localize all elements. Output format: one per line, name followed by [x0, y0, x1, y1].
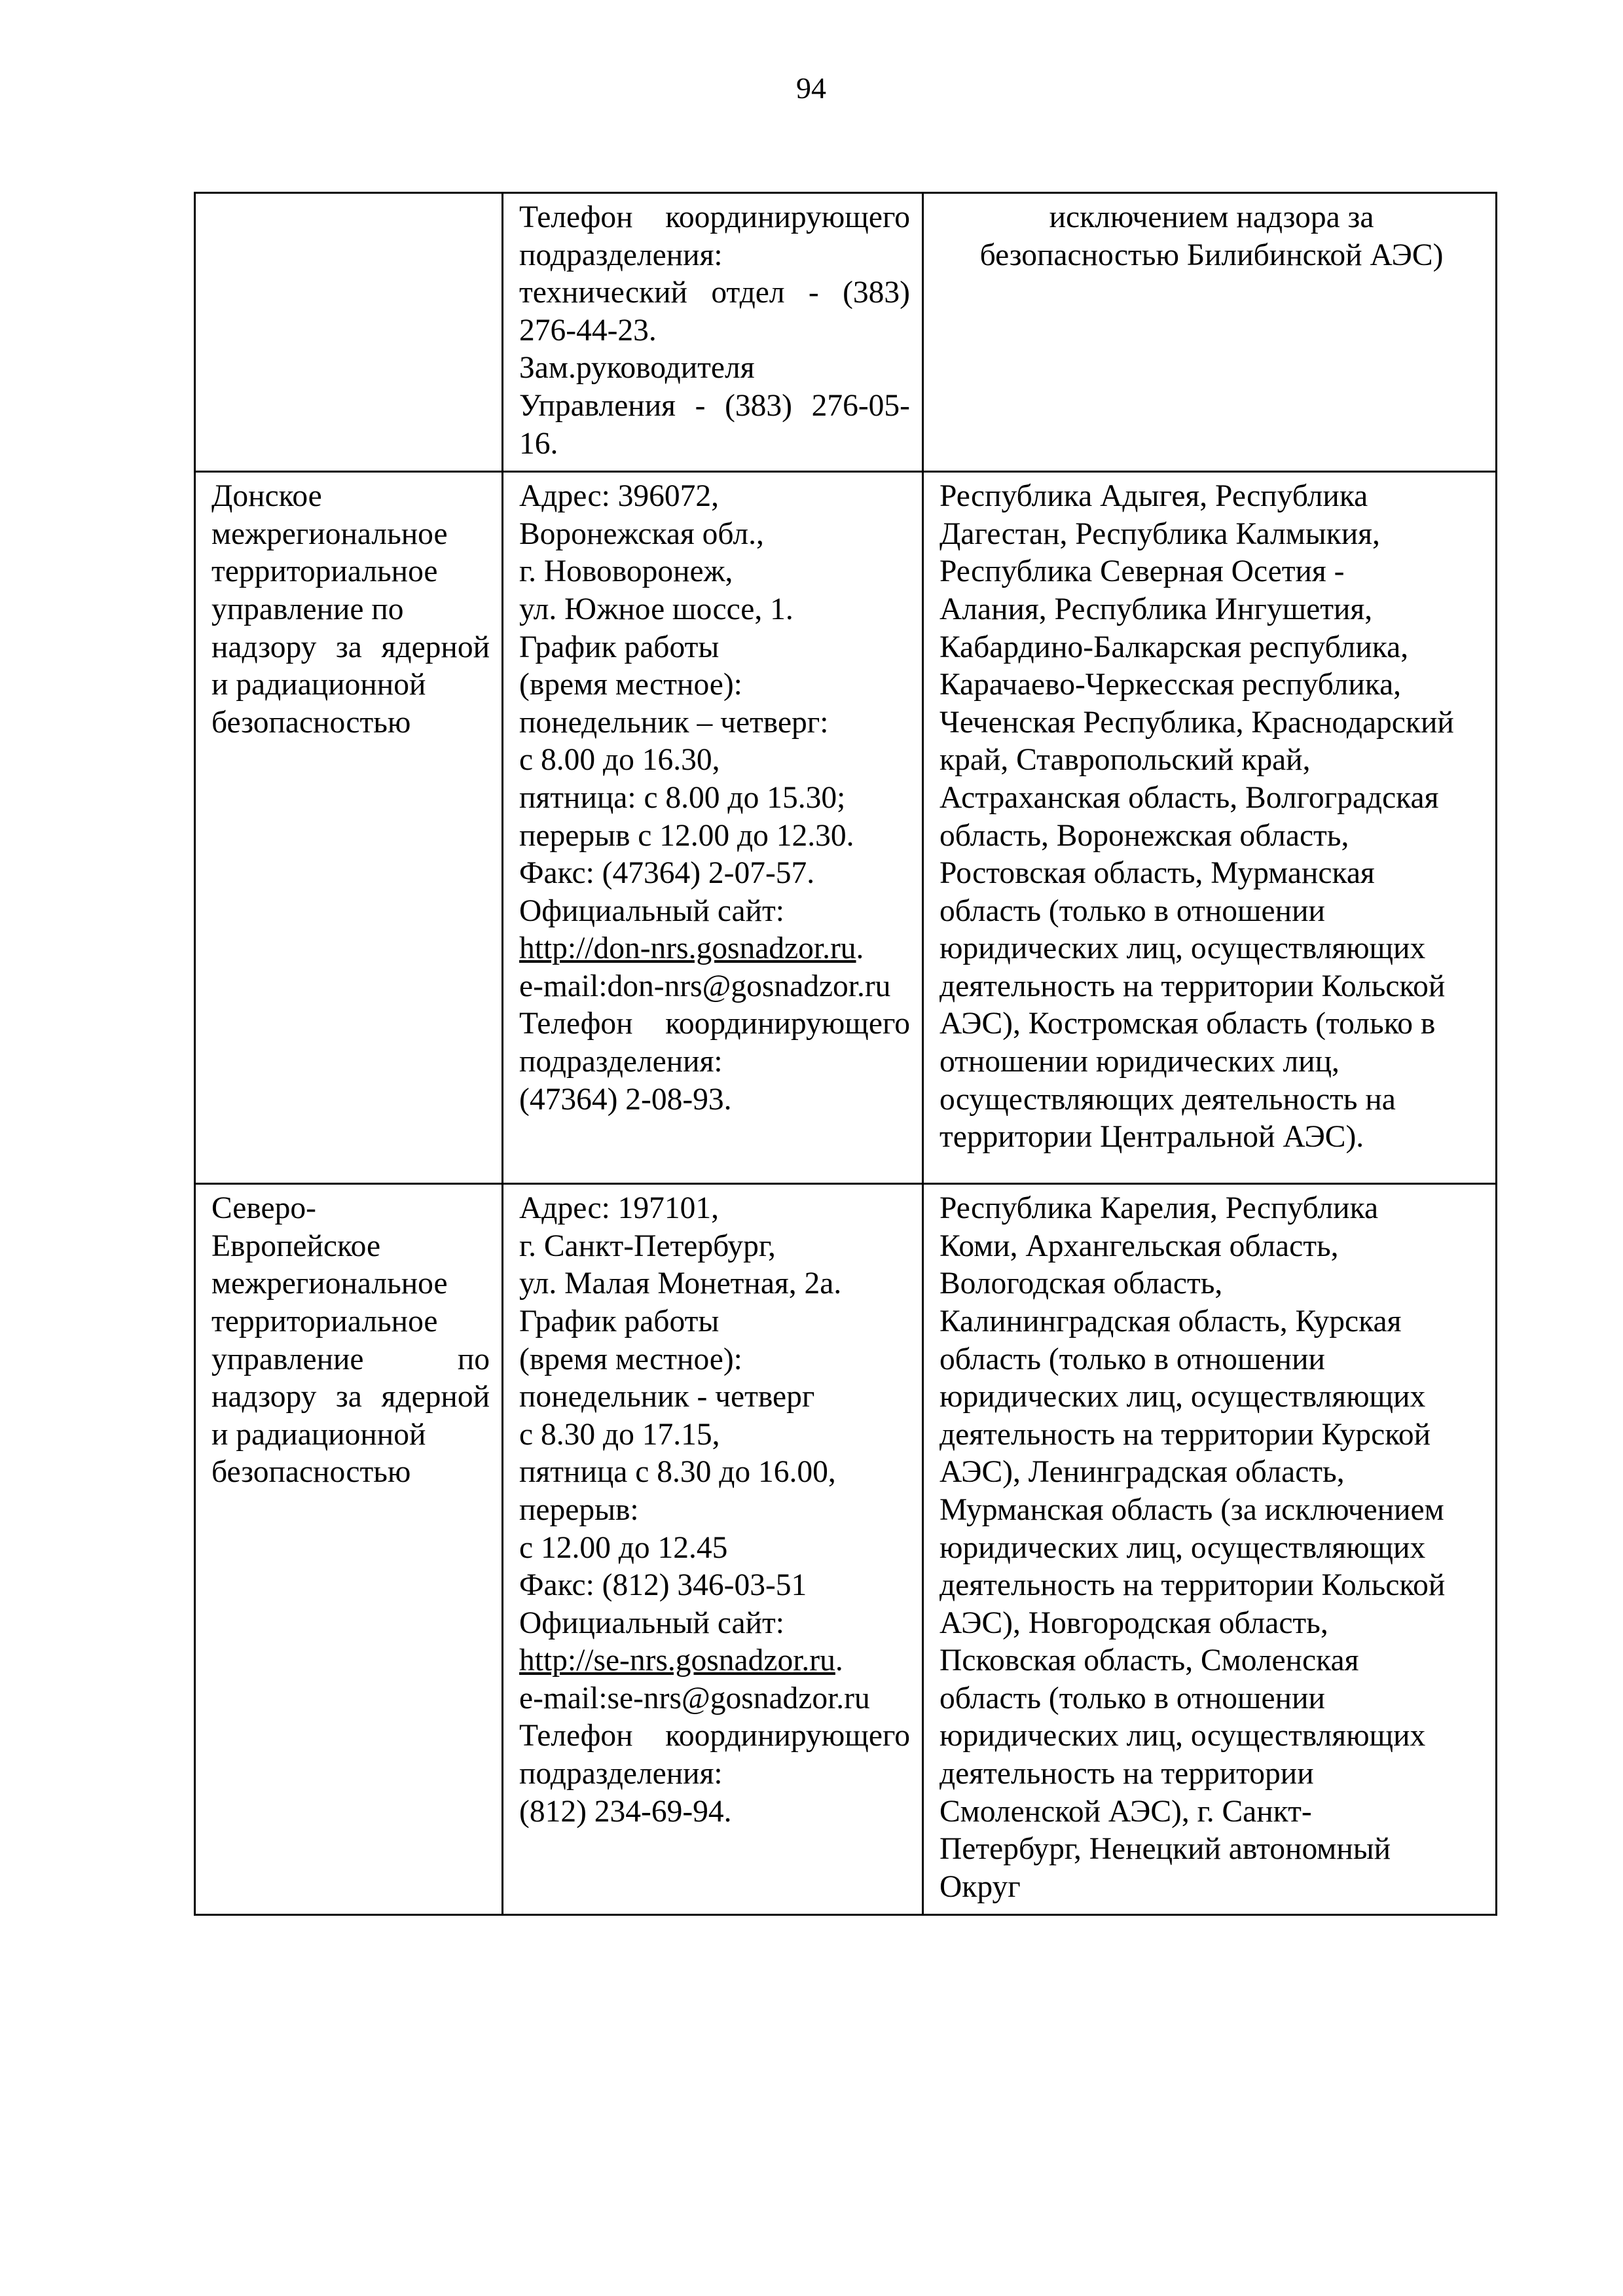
territory-line: деятельность на территории Кольской [939, 1568, 1446, 1603]
page-number: 94 [796, 71, 826, 105]
contacts-cell [503, 193, 923, 472]
territory-line: Округ [939, 1869, 1021, 1904]
territory-line: деятельность на территории Кольской [939, 969, 1446, 1003]
authority-name-line: Европейское [211, 1229, 381, 1263]
territory-line: Смоленской АЭС), г. Санкт- [939, 1794, 1312, 1829]
website-line [519, 1642, 910, 1680]
contact-line: Телефон координирующего [519, 200, 910, 234]
territory-line: область, Воронежская область, [939, 818, 1349, 853]
territory-line: Кабардино-Балкарская республика, [939, 630, 1409, 664]
contact-line: График работы [519, 630, 720, 664]
contact-line: г. Нововоронеж, [519, 554, 733, 589]
territory-line: Калининградская область, Курская [939, 1304, 1402, 1338]
contact-line: Адрес: 197101, [519, 1191, 720, 1226]
territory-line: осуществляющих деятельность на [939, 1082, 1396, 1117]
territory-line: юридических лиц, осуществляющих [939, 1719, 1426, 1753]
contact-line: с 8.00 до 16.30, [519, 743, 720, 778]
territory-line: Мурманская область (за исключением [939, 1492, 1444, 1527]
territory-cell [923, 1184, 1497, 1915]
authority-name-line: Северо- [211, 1191, 316, 1226]
territory-line: АЭС), Новгородская область, [939, 1605, 1328, 1640]
contact-line: ул. Южное шоссе, 1. [519, 592, 793, 626]
contact-line: Телефон координирующего [519, 1007, 910, 1041]
contact-line: (47364) 2-08-93. [519, 1082, 732, 1117]
territory-line: край, Ставропольский край, [939, 743, 1311, 778]
authority-name-line: межрегиональное [211, 516, 448, 551]
territory-line: область (только в отношении [939, 1681, 1325, 1715]
territory-line: исключением надзора за [1049, 200, 1374, 234]
territory-line: Республика Северная Осетия - [939, 554, 1345, 589]
contact-line: 16. [519, 426, 558, 461]
authority-name-cell [195, 472, 503, 1184]
contact-line: с 8.30 до 17.15, [519, 1417, 720, 1452]
authority-name-line: территориальное [211, 1304, 438, 1338]
authority-name-line: безопасностью [211, 1455, 411, 1490]
territory-line: Псковская область, Смоленская [939, 1643, 1359, 1678]
contacts-cell [503, 1184, 923, 1915]
table-body [195, 193, 1497, 1915]
authority-name-line: надзору за ядерной [211, 1380, 490, 1414]
contact-line: Зам.руководителя [519, 351, 755, 386]
contact-line: ул. Малая Монетная, 2а. [519, 1266, 842, 1301]
contact-line: перерыв с 12.00 до 12.30. [519, 818, 854, 853]
authority-name-line: и радиационной [211, 668, 426, 702]
territory-line: территории Центральной АЭС). [939, 1120, 1364, 1155]
authority-name-line: управление по [211, 592, 404, 626]
territory-line: АЭС), Костромская область (только в [939, 1007, 1436, 1041]
contact-line: понедельник – четверг: [519, 705, 829, 740]
contact-line: Воронежская обл., [519, 516, 764, 551]
authority-name-line: территориальное [211, 554, 438, 589]
authority-name-line: межрегиональное [211, 1266, 448, 1301]
authority-name-cell [195, 193, 503, 472]
territory-line: деятельность на территории Курской [939, 1417, 1431, 1452]
table-row [195, 472, 1497, 1184]
contact-line: Управления - (383) 276-05- [519, 388, 910, 423]
territory-line: Республика Карелия, Республика [939, 1191, 1379, 1226]
territory-line: Ростовская область, Мурманская [939, 856, 1375, 891]
authority-name-line: Донское [211, 479, 322, 514]
territory-line: Дагестан, Республика Калмыкия, [939, 516, 1380, 551]
website-line [519, 930, 910, 968]
territory-cell [923, 193, 1497, 472]
territory-cell [923, 472, 1497, 1184]
contact-line: пятница с 8.30 до 16.00, [519, 1455, 836, 1490]
contact-line: График работы [519, 1304, 720, 1338]
contact-line: Телефон координирующего [519, 1719, 910, 1753]
contact-line: понедельник - четверг [519, 1380, 815, 1414]
territory-line: юридических лиц, осуществляющих [939, 931, 1426, 966]
contact-line: e-mail:don-nrs@gosnadzor.ru [519, 969, 891, 1003]
contact-line: подразделения: [519, 238, 723, 272]
territory-line: безопасностью Билибинской АЭС) [979, 238, 1444, 272]
territory-line: Республика Адыгея, Республика [939, 479, 1368, 514]
punctuation: . [856, 931, 864, 966]
contact-line: перерыв: [519, 1492, 639, 1527]
contact-line: e-mail:se-nrs@gosnadzor.ru [519, 1681, 870, 1715]
contact-line: г. Санкт-Петербург, [519, 1229, 776, 1263]
table-row [195, 193, 1497, 472]
contact-line: с 12.00 до 12.45 [519, 1530, 728, 1565]
contact-line: подразделения: [519, 1045, 723, 1079]
territory-line: деятельность на территории [939, 1757, 1314, 1791]
territory-line: Петербург, Ненецкий автономный [939, 1832, 1391, 1867]
contact-line: 276-44-23. [519, 313, 657, 348]
territory-line: Вологодская область, [939, 1266, 1223, 1301]
table-row [195, 1184, 1497, 1915]
contact-line: (812) 234-69-94. [519, 1794, 732, 1829]
territory-line: область (только в отношении [939, 893, 1325, 928]
contact-line: подразделения: [519, 1757, 723, 1791]
authority-name-line: надзору за ядерной [211, 630, 490, 664]
punctuation: . [835, 1643, 843, 1678]
territory-line: Астраханская область, Волгоградская [939, 780, 1439, 815]
contact-line: Официальный сайт: [519, 1605, 784, 1640]
territory-line: юридических лиц, осуществляющих [939, 1530, 1426, 1565]
website-link[interactable]: http://se-nrs.gosnadzor.ru [519, 1643, 835, 1678]
territory-line: Алания, Республика Ингушетия, [939, 592, 1373, 626]
contact-line: Факс: (812) 346-03-51 [519, 1568, 807, 1603]
territory-line: Карачаево-Черкесская республика, [939, 668, 1402, 702]
territory-line: Чеченская Республика, Краснодарский [939, 705, 1454, 740]
authority-name-line: безопасностью [211, 705, 411, 740]
contact-line: (время местное): [519, 1342, 742, 1376]
contact-line: Официальный сайт: [519, 893, 784, 928]
territory-line: АЭС), Ленинградская область, [939, 1455, 1345, 1490]
contact-line: технический отдел - (383) [519, 276, 910, 310]
contacts-cell [503, 472, 923, 1184]
contact-line: (время местное): [519, 668, 742, 702]
territory-line: область (только в отношении [939, 1342, 1325, 1376]
authority-name-cell [195, 1184, 503, 1915]
territory-line: Коми, Архангельская область, [939, 1229, 1339, 1263]
territory-line: отношении юридических лиц, [939, 1045, 1340, 1079]
contact-line: пятница: с 8.00 до 15.30; [519, 780, 846, 815]
authority-name-line: управление по [211, 1342, 490, 1376]
contact-line: Адрес: 396072, [519, 479, 720, 514]
contact-line: Факс: (47364) 2-07-57. [519, 856, 815, 891]
authority-table [194, 192, 1497, 1916]
website-link[interactable]: http://don-nrs.gosnadzor.ru [519, 931, 856, 966]
authority-name-line: и радиационной [211, 1417, 426, 1452]
territory-line: юридических лиц, осуществляющих [939, 1380, 1426, 1414]
